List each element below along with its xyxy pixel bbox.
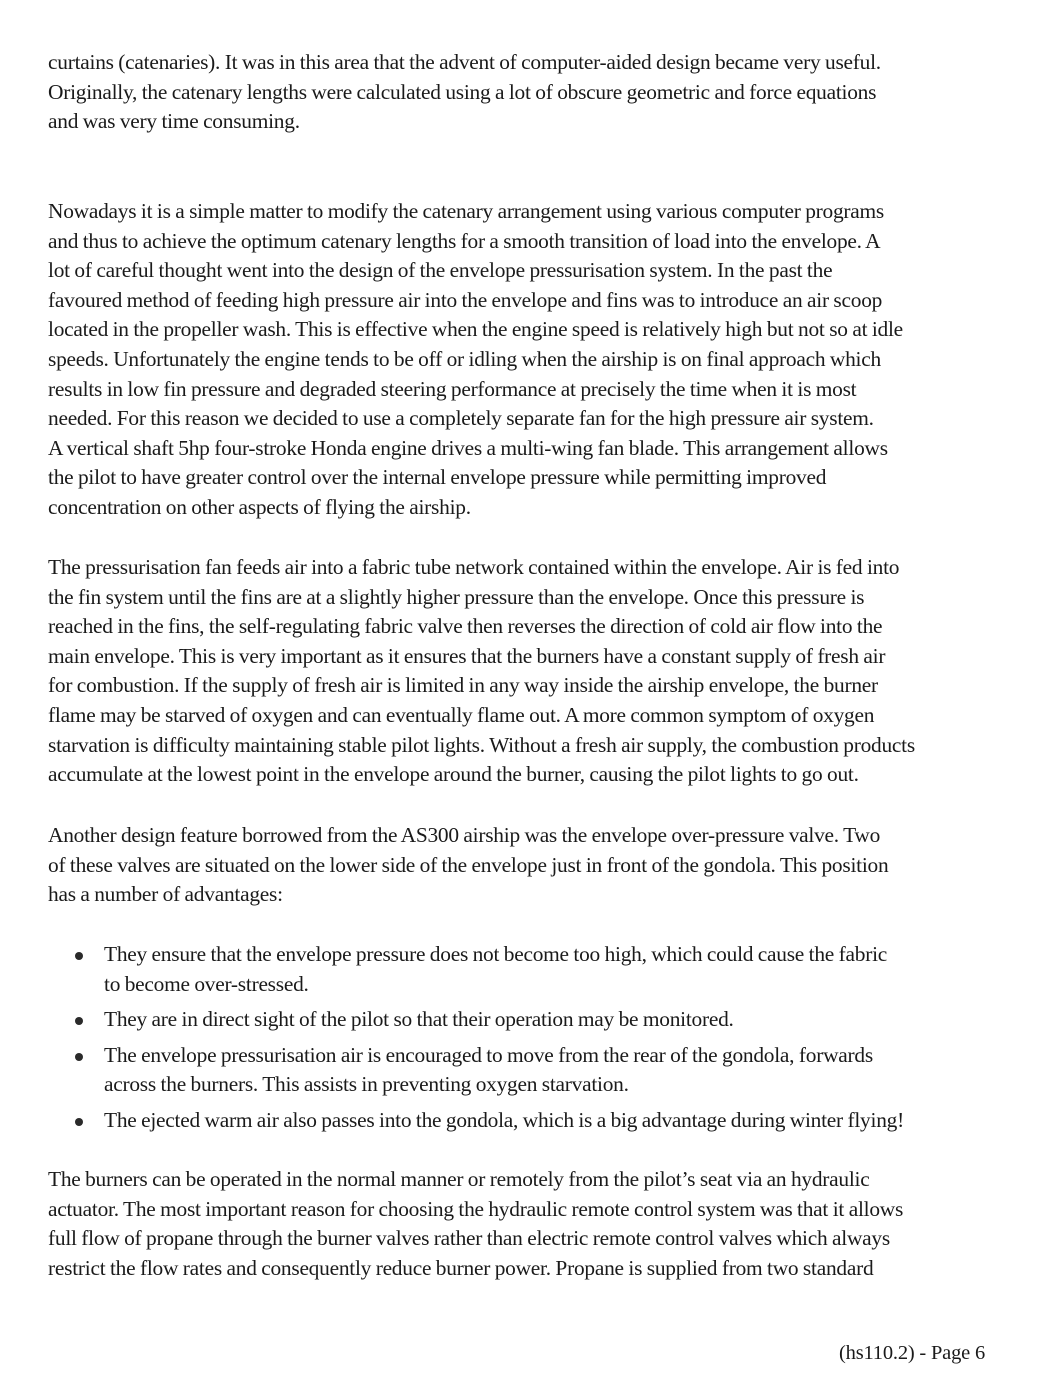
list-item bbox=[48, 1005, 998, 1035]
text-line: curtains (catenaries). It was in this area that the advent of computer-aided design became very useful. bbox=[48, 50, 881, 74]
page-footer: (hs110.2) - Page 6 bbox=[839, 1342, 985, 1364]
text-line: concentration on other aspects of flying the airship. bbox=[48, 494, 471, 519]
paragraph-pressurisation-system bbox=[48, 197, 998, 523]
text-line: Originally, the catenary lengths were calculated using a lot of obscure geometric and force equations bbox=[48, 79, 877, 104]
text-line: The pressurisation fan feeds air into a fabric tube network contained within the envelope. Air is fed into bbox=[48, 555, 900, 579]
text-line: across the burners. This assists in preventing oxygen starvation. bbox=[104, 1072, 629, 1097]
text-line: speeds. Unfortunately the engine tends to be off or idling when the airship is on final approach which bbox=[48, 346, 881, 371]
text-line: has a number of advantages: bbox=[48, 882, 283, 907]
paragraph-burners bbox=[48, 1165, 998, 1283]
text-line: They ensure that the envelope pressure does not become too high, which could cause the fabric bbox=[104, 942, 888, 966]
text-line: flame may be starved of oxygen and can eventually flame out. A more common symptom of oxygen bbox=[48, 702, 875, 727]
text-line: and thus to achieve the optimum catenary lengths for a smooth transition of load into the envelope. A bbox=[48, 228, 881, 253]
list-item bbox=[48, 1041, 998, 1100]
text-line: needed. For this reason we decided to use a completely separate fan for the high pressure air system. bbox=[48, 406, 874, 431]
text-line: full flow of propane through the burner valves rather than electric remote control valves which always bbox=[48, 1226, 890, 1251]
text-line: and was very time consuming. bbox=[48, 109, 300, 134]
text-line: restrict the flow rates and consequently reduce burner power. Propane is supplied from two standard bbox=[48, 1255, 874, 1280]
text-line: reached in the fins, the self-regulating fabric valve then reverses the direction of cold air flow into the bbox=[48, 614, 883, 639]
text-line: A vertical shaft 5hp four-stroke Honda engine drives a multi-wing fan blade. This arrangement allows bbox=[48, 435, 888, 460]
text-line: lot of careful thought went into the design of the envelope pressurisation system. In the past the bbox=[48, 258, 833, 283]
list-item bbox=[48, 940, 998, 999]
advantages-list bbox=[48, 940, 998, 1142]
bullet-dot-icon bbox=[75, 1053, 83, 1061]
list-item bbox=[48, 1106, 998, 1136]
bullet-dot-icon bbox=[75, 952, 83, 960]
bullet-dot-icon bbox=[75, 1118, 83, 1126]
text-line: starvation is difficulty maintaining stable pilot lights. Without a fresh air supply, the combustion products bbox=[48, 732, 915, 757]
text-line: The ejected warm air also passes into the gondola, which is a big advantage during winter flying! bbox=[104, 1107, 904, 1132]
text-line: favoured method of feeding high pressure air into the envelope and fins was to introduce an air scoop bbox=[48, 287, 883, 312]
paragraph-over-pressure-valve bbox=[48, 821, 998, 910]
text-line: to become over-stressed. bbox=[104, 971, 309, 996]
text-line: the pilot to have greater control over the internal envelope pressure while permitting improved bbox=[48, 465, 827, 490]
paragraph-pressurisation-fan bbox=[48, 553, 998, 790]
paragraph-catenaries bbox=[48, 48, 998, 137]
text-line: Nowadays it is a simple matter to modify the catenary arrangement using various computer programs bbox=[48, 199, 885, 223]
text-line: of these valves are situated on the lower side of the envelope just in front of the gondola. This position bbox=[48, 852, 889, 877]
text-line: The envelope pressurisation air is encouraged to move from the rear of the gondola, forwards bbox=[104, 1042, 873, 1067]
text-line: The burners can be operated in the normal manner or remotely from the pilot’s seat via an hydraulic bbox=[48, 1167, 870, 1191]
text-line: the fin system until the fins are at a slightly higher pressure than the envelope. Once this pressure is bbox=[48, 584, 865, 609]
text-line: main envelope. This is very important as it ensures that the burners have a constant supply of fresh air bbox=[48, 643, 886, 668]
bullet-dot-icon bbox=[75, 1017, 83, 1025]
text-line: accumulate at the lowest point in the envelope around the burner, causing the pilot lights to go out. bbox=[48, 762, 859, 787]
text-line: for combustion. If the supply of fresh air is limited in any way inside the airship envelope, the burner bbox=[48, 673, 878, 698]
text-line: results in low fin pressure and degraded steering performance at precisely the time when it is most bbox=[48, 376, 857, 401]
text-line: actuator. The most important reason for choosing the hydraulic remote control system was that it allows bbox=[48, 1196, 904, 1221]
text-line: located in the propeller wash. This is effective when the engine speed is relatively high but not so at idle bbox=[48, 317, 903, 342]
text-line: Another design feature borrowed from the AS300 airship was the envelope over-pressure valve. Two bbox=[48, 823, 881, 847]
text-line: They are in direct sight of the pilot so that their operation may be monitored. bbox=[104, 1007, 734, 1032]
